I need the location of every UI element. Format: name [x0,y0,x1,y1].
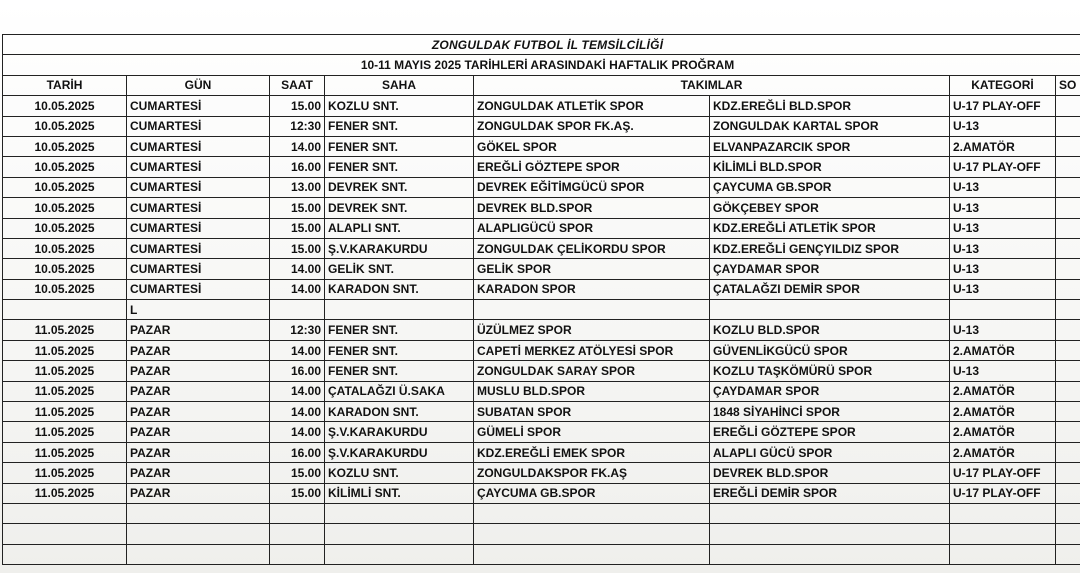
cell-date [3,300,127,320]
cell-away-team: EREĞLİ DEMİR SPOR [710,483,950,503]
cell-day: CUMARTESİ [127,279,270,299]
cell-time: 15.00 [270,238,325,258]
cell-category: U-17 PLAY-OFF [950,483,1056,503]
cell-home-team [474,300,710,320]
cell-venue: Ş.V.KARAKURDU [325,422,474,442]
cell-date: 11.05.2025 [3,442,127,462]
cell-category: U-13 [950,320,1056,340]
table-row [3,402,1080,422]
table-row [3,300,1080,320]
cell-venue: FENER SNT. [325,157,474,177]
empty-cell [325,544,474,564]
cell-day: CUMARTESİ [127,116,270,136]
cell-extra [1056,381,1080,401]
cell-day: PAZAR [127,361,270,381]
cell-day: CUMARTESİ [127,198,270,218]
title-row [3,35,1080,55]
cell-home-team: CAPETİ MERKEZ ATÖLYESİ SPOR [474,340,710,360]
empty-row [3,503,1080,523]
cell-extra [1056,96,1080,116]
cell-category: U-13 [950,177,1056,197]
cell-away-team: KOZLU TAŞKÖMÜRÜ SPOR [710,361,950,381]
cell-day: CUMARTESİ [127,157,270,177]
cell-date: 11.05.2025 [3,463,127,483]
cell-time: 14.00 [270,422,325,442]
cell-away-team: ELVANPAZARCIK SPOR [710,136,950,156]
cell-date: 11.05.2025 [3,422,127,442]
cell-day: CUMARTESİ [127,218,270,238]
empty-cell [474,524,710,544]
empty-cell [325,503,474,523]
empty-row [3,544,1080,564]
cell-extra [1056,361,1080,381]
cell-day: PAZAR [127,483,270,503]
cell-venue: GELİK SNT. [325,259,474,279]
cell-category: 2.AMATÖR [950,402,1056,422]
cell-venue: KOZLU SNT. [325,96,474,116]
cell-day: PAZAR [127,381,270,401]
cell-day: PAZAR [127,402,270,422]
cell-venue: FENER SNT. [325,116,474,136]
cell-home-team: GÖKEL SPOR [474,136,710,156]
cell-time: 14.00 [270,381,325,401]
cell-venue: ÇATALAĞZI Ü.SAKA [325,381,474,401]
cell-extra [1056,483,1080,503]
cell-time: 12:30 [270,320,325,340]
cell-venue: Ş.V.KARAKURDU [325,238,474,258]
cell-home-team: ZONGULDAK SARAY SPOR [474,361,710,381]
cell-venue: FENER SNT. [325,361,474,381]
cell-home-team: DEVREK BLD.SPOR [474,198,710,218]
cell-extra [1056,279,1080,299]
cell-category: U-13 [950,198,1056,218]
cell-date: 10.05.2025 [3,279,127,299]
cell-category: U-13 [950,116,1056,136]
cell-date: 10.05.2025 [3,218,127,238]
cell-venue: KİLİMLİ SNT. [325,483,474,503]
empty-cell [710,524,950,544]
empty-cell [127,524,270,544]
cell-extra [1056,238,1080,258]
cell-away-team: ÇAYDAMAR SPOR [710,381,950,401]
table-row [3,259,1080,279]
cell-extra [1056,177,1080,197]
cell-venue: DEVREK SNT. [325,177,474,197]
cell-away-team: ZONGULDAK KARTAL SPOR [710,116,950,136]
cell-day: CUMARTESİ [127,177,270,197]
cell-extra [1056,218,1080,238]
cell-venue: Ş.V.KARAKURDU [325,442,474,462]
cell-date: 11.05.2025 [3,381,127,401]
table-row [3,320,1080,340]
header-row [3,75,1080,95]
cell-extra [1056,136,1080,156]
cell-away-team [710,300,950,320]
cell-away-team: ÇAYDAMAR SPOR [710,259,950,279]
empty-cell [474,544,710,564]
cell-home-team: GÜMELİ SPOR [474,422,710,442]
cell-venue: FENER SNT. [325,136,474,156]
header-date: TARİH [3,75,127,95]
cell-category: 2.AMATÖR [950,422,1056,442]
cell-away-team: ALAPLI GÜCÜ SPOR [710,442,950,462]
empty-cell [325,524,474,544]
table-row [3,116,1080,136]
table-row [3,96,1080,116]
cell-time: 14.00 [270,340,325,360]
cell-away-team: KOZLU BLD.SPOR [710,320,950,340]
table-row [3,483,1080,503]
header-extra: SO [1056,75,1080,95]
cell-away-team: GÖKÇEBEY SPOR [710,198,950,218]
cell-extra [1056,157,1080,177]
empty-cell [710,544,950,564]
cell-date: 11.05.2025 [3,320,127,340]
cell-away-team: 1848 SİYAHİNCİ SPOR [710,402,950,422]
table-row [3,157,1080,177]
cell-away-team: ÇAYCUMA GB.SPOR [710,177,950,197]
cell-date: 10.05.2025 [3,96,127,116]
schedule-table [2,34,1080,565]
table-row [3,442,1080,462]
table-row [3,463,1080,483]
cell-extra [1056,442,1080,462]
cell-home-team: ZONGULDAKSPOR FK.AŞ [474,463,710,483]
cell-home-team: ZONGULDAK ÇELİKORDU SPOR [474,238,710,258]
empty-cell [950,544,1056,564]
cell-time: 13.00 [270,177,325,197]
cell-venue: FENER SNT. [325,340,474,360]
cell-home-team: ÜZÜLMEZ SPOR [474,320,710,340]
cell-time: 15.00 [270,483,325,503]
header-day: GÜN [127,75,270,95]
cell-category: U-17 PLAY-OFF [950,463,1056,483]
empty-cell [474,503,710,523]
cell-day: PAZAR [127,442,270,462]
cell-day: PAZAR [127,422,270,442]
cell-date: 10.05.2025 [3,198,127,218]
cell-category: 2.AMATÖR [950,381,1056,401]
cell-away-team: EREĞLİ GÖZTEPE SPOR [710,422,950,442]
cell-venue: KOZLU SNT. [325,463,474,483]
cell-day: CUMARTESİ [127,259,270,279]
cell-day: CUMARTESİ [127,238,270,258]
cell-venue: ALAPLI SNT. [325,218,474,238]
header-teams: TAKIMLAR [474,75,950,95]
cell-category: U-13 [950,238,1056,258]
cell-day: CUMARTESİ [127,136,270,156]
cell-date: 11.05.2025 [3,340,127,360]
cell-home-team: ZONGULDAK ATLETİK SPOR [474,96,710,116]
cell-date: 10.05.2025 [3,116,127,136]
document-title: ZONGULDAK FUTBOL İL TEMSİLCİLİĞİ [3,35,1080,55]
cell-extra [1056,463,1080,483]
cell-time: 14.00 [270,136,325,156]
cell-date: 10.05.2025 [3,238,127,258]
cell-category: 2.AMATÖR [950,442,1056,462]
cell-home-team: EREĞLİ GÖZTEPE SPOR [474,157,710,177]
cell-date: 11.05.2025 [3,483,127,503]
cell-time: 15.00 [270,198,325,218]
cell-day: PAZAR [127,340,270,360]
cell-extra [1056,259,1080,279]
cell-home-team: KARADON SPOR [474,279,710,299]
empty-cell [270,524,325,544]
cell-time: 14.00 [270,279,325,299]
cell-category [950,300,1056,320]
cell-extra [1056,198,1080,218]
cell-home-team: ZONGULDAK SPOR FK.AŞ. [474,116,710,136]
document-subtitle: 10-11 MAYIS 2025 TARİHLERİ ARASINDAKİ HAFTALIK PROĞRAM [3,55,1080,75]
table-row [3,361,1080,381]
cell-time: 15.00 [270,463,325,483]
cell-extra [1056,402,1080,422]
cell-venue [325,300,474,320]
cell-venue: DEVREK SNT. [325,198,474,218]
empty-cell [1056,503,1080,523]
empty-cell [950,524,1056,544]
cell-date: 11.05.2025 [3,402,127,422]
empty-cell [1056,524,1080,544]
cell-away-team: KDZ.EREĞLİ GENÇYILDIZ SPOR [710,238,950,258]
cell-venue: KARADON SNT. [325,402,474,422]
empty-cell [270,503,325,523]
empty-cell [3,544,127,564]
cell-time: 14.00 [270,402,325,422]
table-row [3,218,1080,238]
cell-date: 11.05.2025 [3,361,127,381]
table-row [3,238,1080,258]
table-row [3,381,1080,401]
cell-day: PAZAR [127,320,270,340]
cell-day: L [127,300,270,320]
table-row [3,422,1080,442]
empty-cell [3,524,127,544]
cell-home-team: KDZ.EREĞLİ EMEK SPOR [474,442,710,462]
cell-time: 16.00 [270,157,325,177]
cell-extra [1056,116,1080,136]
cell-time: 14.00 [270,259,325,279]
cell-date: 10.05.2025 [3,157,127,177]
header-venue: SAHA [325,75,474,95]
table-row [3,198,1080,218]
empty-cell [1056,544,1080,564]
cell-home-team: ÇAYCUMA GB.SPOR [474,483,710,503]
cell-category: 2.AMATÖR [950,340,1056,360]
cell-away-team: GÜVENLİKGÜCÜ SPOR [710,340,950,360]
table-row [3,279,1080,299]
empty-cell [3,503,127,523]
cell-extra [1056,300,1080,320]
cell-category: U-13 [950,279,1056,299]
cell-date: 10.05.2025 [3,136,127,156]
cell-home-team: DEVREK EĞİTİMGÜCÜ SPOR [474,177,710,197]
cell-time [270,300,325,320]
cell-venue: KARADON SNT. [325,279,474,299]
cell-away-team: KDZ.EREĞLİ ATLETİK SPOR [710,218,950,238]
table-row [3,340,1080,360]
empty-cell [270,544,325,564]
cell-time: 16.00 [270,361,325,381]
cell-away-team: DEVREK BLD.SPOR [710,463,950,483]
cell-extra [1056,320,1080,340]
cell-date: 10.05.2025 [3,259,127,279]
cell-time: 12:30 [270,116,325,136]
table-row [3,136,1080,156]
cell-home-team: GELİK SPOR [474,259,710,279]
schedule-body [3,35,1080,565]
cell-category: U-13 [950,361,1056,381]
cell-home-team: ALAPLIGÜCÜ SPOR [474,218,710,238]
cell-venue: FENER SNT. [325,320,474,340]
empty-cell [710,503,950,523]
table-row [3,177,1080,197]
cell-away-team: ÇATALAĞZI DEMİR SPOR [710,279,950,299]
cell-category: U-13 [950,259,1056,279]
cell-day: CUMARTESİ [127,96,270,116]
cell-time: 15.00 [270,218,325,238]
cell-home-team: SUBATAN SPOR [474,402,710,422]
cell-home-team: MUSLU BLD.SPOR [474,381,710,401]
cell-category: 2.AMATÖR [950,136,1056,156]
header-category: KATEGORİ [950,75,1056,95]
empty-row [3,524,1080,544]
cell-category: U-13 [950,218,1056,238]
empty-cell [127,544,270,564]
header-time: SAAT [270,75,325,95]
cell-extra [1056,340,1080,360]
subtitle-row [3,55,1080,75]
cell-date: 10.05.2025 [3,177,127,197]
cell-away-team: KİLİMLİ BLD.SPOR [710,157,950,177]
cell-extra [1056,422,1080,442]
empty-cell [950,503,1056,523]
cell-away-team: KDZ.EREĞLİ BLD.SPOR [710,96,950,116]
empty-cell [127,503,270,523]
cell-time: 15.00 [270,96,325,116]
cell-day: PAZAR [127,463,270,483]
cell-category: U-17 PLAY-OFF [950,96,1056,116]
cell-category: U-17 PLAY-OFF [950,157,1056,177]
cell-time: 16.00 [270,442,325,462]
